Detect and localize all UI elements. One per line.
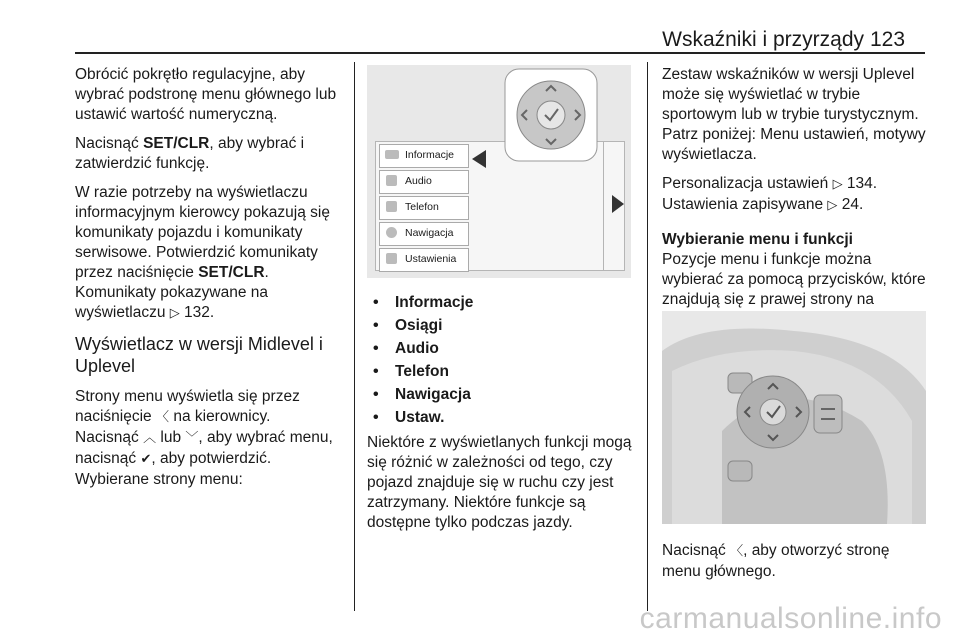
watermark: carmanualsonline.info [639,602,942,635]
arrow-left-icon [472,150,488,168]
paragraph: Zestaw wskaźników w wersji Uplevel może się wyświetlać w trybie sportowym lub w trybie turystycznym. Patrz poniżej: Menu ustawień, motywy wyświetlacza. [662,66,926,163]
header-rule [75,52,925,54]
menu-list [379,144,469,272]
menu-item-telefon: Telefon [379,196,469,220]
menu-item-audio: Audio [379,170,469,194]
list-item: • Osiągi [367,314,639,337]
paragraph: W razie potrzeby na wyświetlaczu informacyjnym kierowcy pokazują się komunikaty pojazdu i komunikaty serwisowe. Potwierdzić komunikaty przez naciśnięcie SET/CLR. Komunikaty pokazywane na wyświetlaczu ▷ 132. [75,184,330,321]
page-number: 123 [870,28,906,51]
paragraph: Nacisnąć ︿ lub ﹀, aby wybrać menu, nacisnąć ✔, aby potwierdzić. [75,429,333,467]
settings-icon [386,253,397,264]
paragraph: Personalizacja ustawień ▷ 134. Ustawienia zapisywane ▷ 24. [662,175,878,213]
section-heading: Wyświetlacz w wersji Midlevel i Uplevel [75,334,323,376]
paragraph: Niektóre z wyświetlanych funkcji mogą się różnić w zależności od tego, czy pojazd znajduje się w ruchu czy jest zatrzymany. Niektóre funkcje są dostępne tylko podczas jazdy. [367,434,632,531]
paragraph: Nacisnąć 〈, aby otworzyć stronę menu głównego. [662,542,890,580]
column-1 [75,65,347,499]
list-item: • Audio [367,337,639,360]
paragraph: Wybierane strony menu: [75,471,243,488]
page-reference-icon: ▷ [169,306,180,321]
menu-item-ustawienia: Ustawienia [379,248,469,272]
section-heading: Wybieranie menu i funkcji [662,231,853,248]
music-note-icon [386,175,397,186]
chevron-left-icon: 〈 [156,410,170,425]
menu-item-nawigacja: Nawigacja [379,222,469,246]
paragraph: Nacisnąć SET/CLR, aby wybrać i zatwierdzić funkcję. [75,135,305,172]
list-item: • Ustaw. [367,406,639,429]
list-item: • Nawigacja [367,383,639,406]
steering-wheel-figure [662,311,926,524]
display-menu-figure [367,65,631,278]
phone-icon [386,201,397,212]
chevron-up-icon: ︿ [143,431,157,446]
column-3 [662,65,930,339]
page-reference-icon: ▷ [827,198,838,213]
list-item: • Telefon [367,360,639,383]
column-divider-left [354,62,355,611]
chevron-down-icon: ﹀ [185,431,199,446]
page-header-title: Wskaźniki i przyrządy [662,28,864,51]
paragraph: Pozycje menu i funkcje można wybierać za pomocą przycisków, które znajdują się z prawej strony na [662,251,926,308]
menu-page-list [367,291,639,429]
column-divider-right [647,62,648,611]
chevron-left-icon: 〈 [730,544,744,559]
steering-wheel-illustration [662,311,926,524]
info-icon [385,150,399,159]
paragraph: Obrócić pokrętło regulacyjne, aby wybrać podstronę menu głównego lub ustawić wartość numeryczną. [75,66,337,123]
arrow-right-icon [612,195,624,213]
compass-icon [386,227,397,238]
menu-item-informacje: Informacje [379,144,469,168]
checkmark-icon: ✔ [140,452,152,467]
control-pad-illustration [504,68,598,162]
paragraph: Strony menu wyświetla się przez naciśnięcie 〈 na kierownicy. [75,388,300,425]
column-2 [367,291,639,542]
page-reference-icon: ▷ [832,177,843,192]
column-3-bottom [662,541,930,591]
list-item: • Informacje [367,291,639,314]
